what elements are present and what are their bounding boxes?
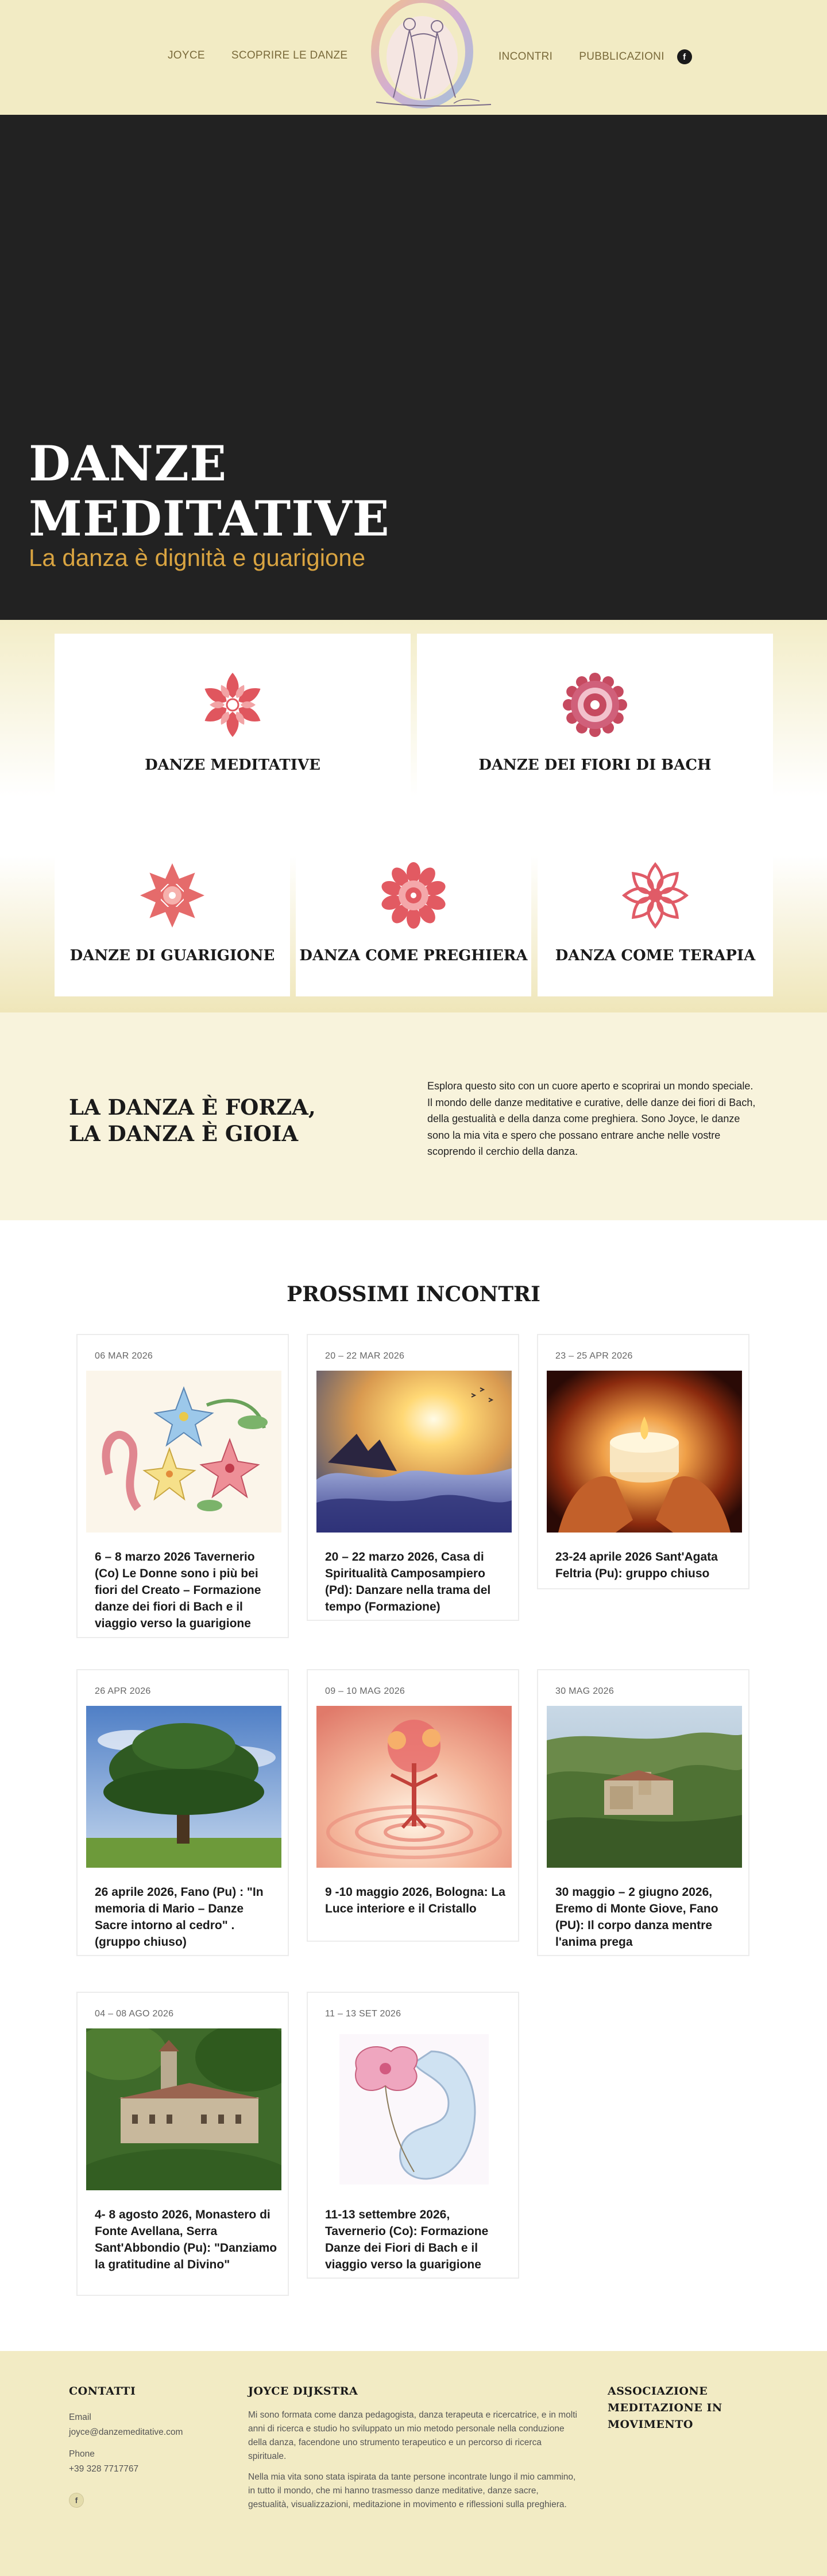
event-date: 06 MAR 2026 [95,1351,153,1361]
event-card[interactable] [307,1669,519,1942]
footer-email[interactable]: joyce@danzemeditative.com [69,2427,183,2437]
hero-title [29,436,546,546]
event-card[interactable] [76,1334,289,1638]
nav-item-pubblicazioni[interactable]: PUBBLICAZIONI [579,51,664,63]
event-image-monastery-forest [86,2028,281,2190]
event-title[interactable]: 26 aprile 2026, Fano (Pu) : "In memoria di Mario – Danze Sacre intorno al cedro" . (gruppo chiuso) [95,1886,264,1949]
site-footer [0,2351,827,2576]
categories-section [0,620,827,1012]
event-title[interactable]: 23-24 aprile 2026 Sant'Agata Feltria (Pu): gruppo chiuso [555,1550,718,1580]
nav-item-scoprire-le-danze[interactable]: SCOPRIRE LE DANZE [231,49,348,61]
event-date: 11 – 13 SET 2026 [325,2009,401,2019]
event-image-monastery-aerial [547,1706,742,1868]
event-card[interactable] [76,1992,289,2296]
site-logo[interactable] [353,0,497,115]
category-card-danze-di-guarigione[interactable] [55,824,290,996]
intro-text: Esplora questo sito con un cuore aperto e scoprirai un mondo speciale. Il mondo delle danze meditative e curative, delle danze dei fiori di Bach, della gestualità e della danza come preghiera. Sono Joyce, le danze sono la mia vita e spero che possano entrare anche nelle vostre scoprendo il cerchio della danza. [427,1080,756,1157]
mandala-icon [379,861,448,930]
event-card[interactable] [76,1669,289,1956]
footer-assoc-line2: MEDITAZIONE IN [608,2402,722,2414]
event-image-cedar-tree [86,1706,281,1868]
mandala-icon [198,670,267,739]
footer-email-label: Email [69,2412,91,2422]
event-date: 26 APR 2026 [95,1686,151,1696]
event-image-sunrise-clouds [316,1371,512,1533]
intro-title-line1: LA DANZA È FORZA, [69,1095,316,1120]
category-card-danza-come-terapia[interactable] [538,824,773,996]
event-date: 04 – 08 AGO 2026 [95,2009,174,2019]
event-card[interactable] [537,1334,749,1589]
event-card[interactable] [307,1334,519,1621]
intro-title [69,1094,316,1147]
footer-assoc-line1: ASSOCIAZIONE [608,2385,708,2397]
footer-assoc-line3: MOVIMENTO [608,2418,693,2431]
footer-facebook-icon[interactable]: f [69,2493,84,2508]
event-date: 20 – 22 MAR 2026 [325,1351,405,1361]
mandala-icon [621,861,690,930]
event-title[interactable]: 4- 8 agosto 2026, Monastero di Fonte Avellana, Serra Sant'Abbondio (Pu): "Danziamo la gratitudine al Divino" [95,2208,277,2271]
category-label: DANZA COME PREGHIERA [299,947,528,964]
events-heading: PROSSIMI INCONTRI [287,1282,540,1306]
footer-contacts-heading: CONTATTI [69,2385,136,2397]
category-card-fiori-di-bach[interactable] [417,634,773,806]
events-section [0,1220,827,2351]
event-image-dancer-tree [316,1706,512,1868]
facebook-icon[interactable]: f [677,49,692,64]
hero-title-line1: DANZE [29,435,227,492]
footer-about-p2: Nella mia vita sono stata ispirata da tante persone incontrate lungo il mio cammino, in tutto il mondo, che mi hanno trasmesso danze meditative, danze sacre, gestualità, visualizzazioni, meditazione in movimento e riflessioni sulla preghiera. [248,2472,576,2509]
event-card[interactable] [537,1669,749,1956]
event-title[interactable]: 6 – 8 marzo 2026 Tavernerio (Co) Le Donne sono i più bei fiori del Creato – Formazione danze dei fiori di Bach e il viaggio verso la guarigione [95,1550,261,1630]
category-label: DANZE DEI FIORI DI BACH [478,756,712,774]
main-nav-left [168,49,347,62]
event-image-candle [547,1371,742,1533]
event-date: 30 MAG 2026 [555,1686,615,1696]
hero-subtitle: La danza è dignità e guarigione [29,544,366,571]
footer-phone-label: Phone [69,2449,95,2459]
footer-about-p1: Mi sono formata come danza pedagogista, danza terapeuta e ricercatrice, e in molti anni di ricerca e studio ho sviluppato un mio metodo personale nella conduzione della danza, facendone uno strumento terapeutico e un percorso di ricerca spirituale. [248,2410,577,2461]
hero-title-line2: MEDITATIVE [29,490,390,547]
category-card-danze-meditative[interactable] [55,634,411,806]
intro-title-line2: LA DANZA È GIOIA [69,1121,299,1146]
event-title[interactable]: 11-13 settembre 2026, Tavernerio (Co): Formazione Danze dei Fiori di Bach e il viaggio verso la guarigione [325,2208,489,2271]
footer-association-name [608,2383,722,2433]
nav-item-incontri[interactable]: INCONTRI [498,51,553,63]
main-nav-right [498,49,692,64]
footer-about-heading: JOYCE DIJKSTRA [248,2385,358,2397]
event-card[interactable] [307,1992,519,2279]
category-label: DANZE DI GUARIGIONE [69,947,275,964]
nav-item-joyce[interactable]: JOYCE [168,49,205,61]
mandala-icon [561,670,629,739]
mandala-icon [138,861,207,930]
site-header [0,0,827,115]
footer-phone[interactable]: +39 328 7717767 [69,2464,139,2474]
event-date: 09 – 10 MAG 2026 [325,1686,405,1696]
category-card-danza-come-preghiera[interactable] [296,824,531,996]
category-label: DANZE MEDITATIVE [145,756,320,774]
event-title[interactable]: 20 – 22 marzo 2026, Casa di Spiritualità Camposampiero (Pd): Danzare nella trama del tempo (Formazione) [325,1550,491,1613]
intro-section [0,1012,827,1220]
event-title[interactable]: 9 -10 maggio 2026, Bologna: La Luce interiore e il Cristallo [325,1886,505,1915]
hero-section [0,115,827,620]
event-date: 23 – 25 APR 2026 [555,1351,633,1361]
event-image-flowers [86,1371,281,1533]
event-title[interactable]: 30 maggio – 2 giugno 2026, Eremo di Monte Giove, Fano (PU): Il corpo danza mentre l'anima prega [555,1886,718,1949]
category-label: DANZA COME TERAPIA [555,947,756,964]
event-image-watercolor-flower [316,2028,512,2190]
